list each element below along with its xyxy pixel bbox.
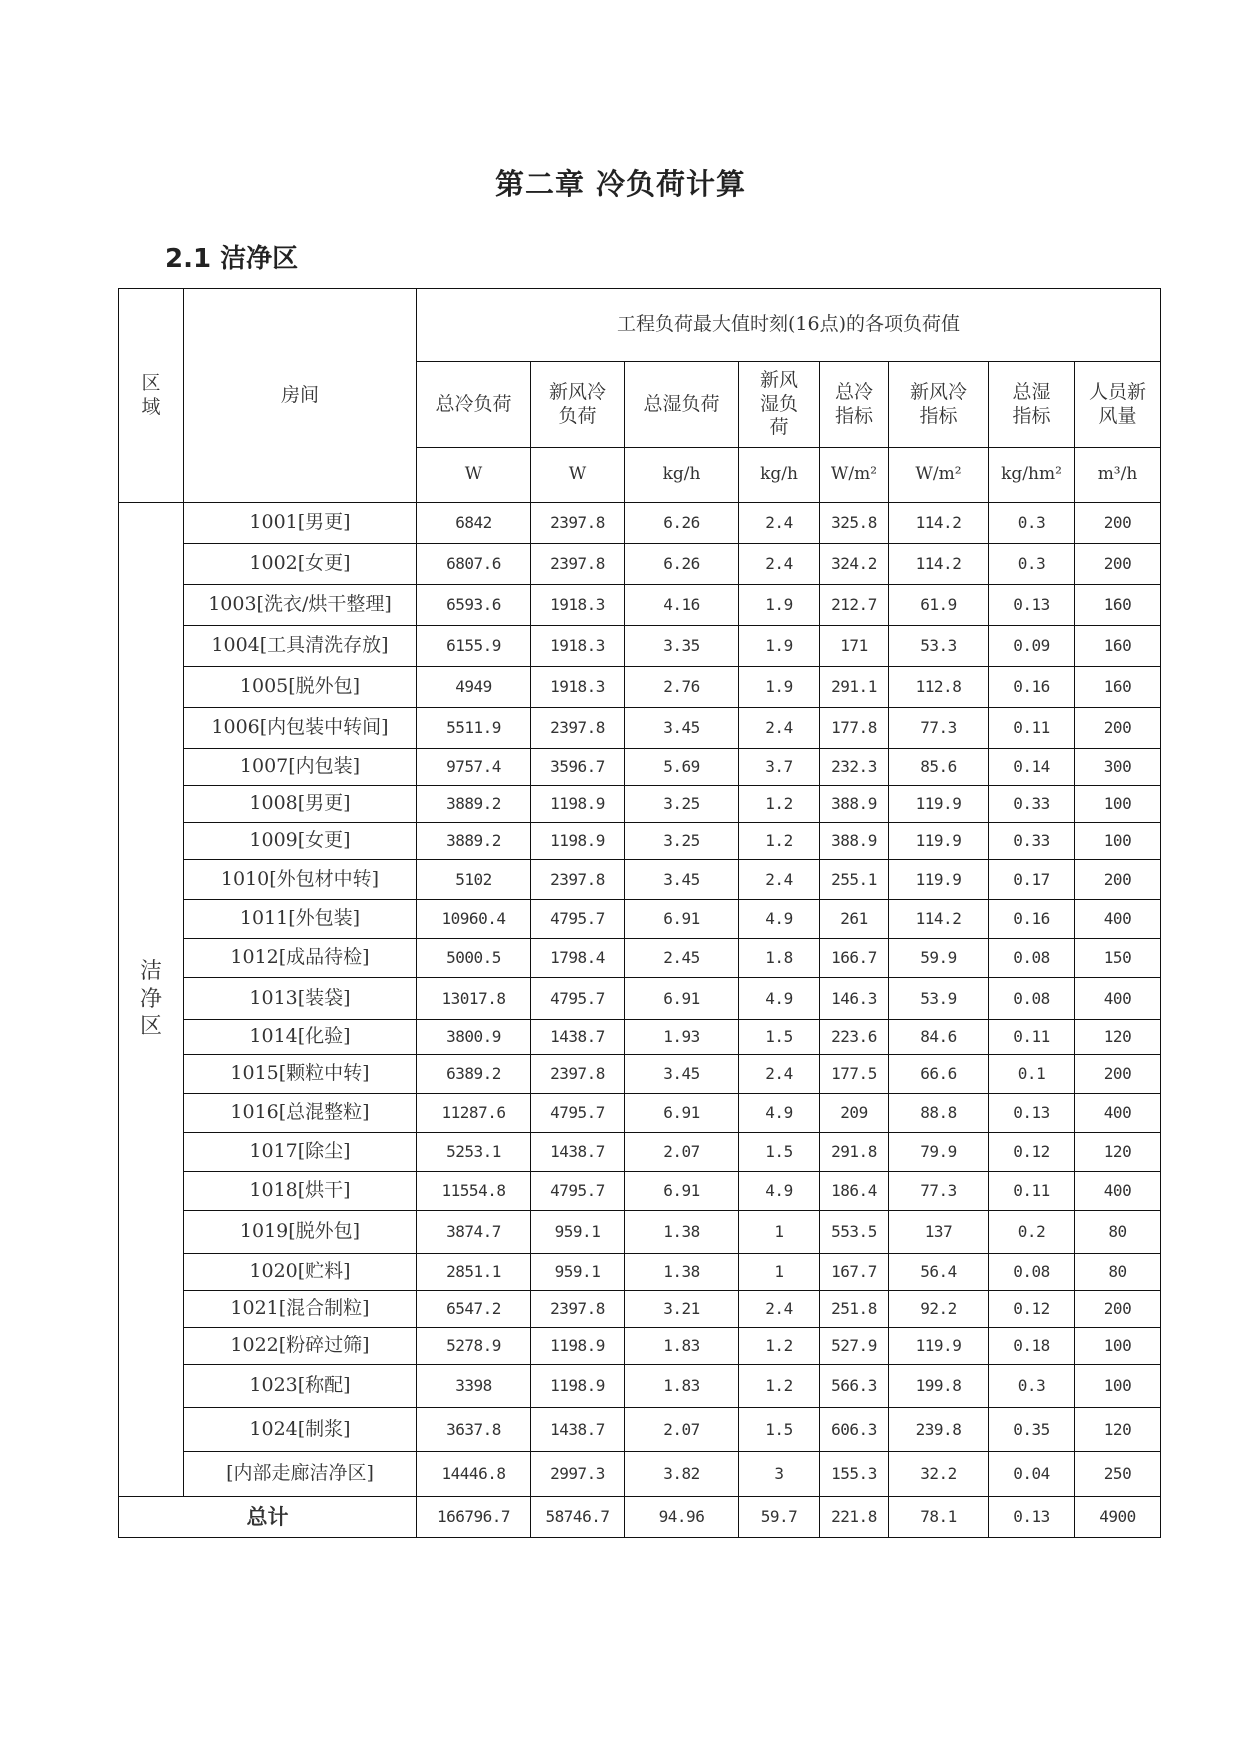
table-row bbox=[119, 1408, 1161, 1452]
room-name-cell: 1010[外包材中转] bbox=[184, 860, 417, 900]
value-cell: 0.12 bbox=[989, 1133, 1075, 1172]
value-cell: 0.3 bbox=[989, 1365, 1075, 1408]
value-cell: 1.93 bbox=[625, 1020, 739, 1055]
value-cell: 114.2 bbox=[889, 900, 989, 939]
column-header: 新风 湿负 荷 bbox=[739, 362, 820, 448]
value-cell: 167.7 bbox=[820, 1254, 889, 1291]
value-cell: 0.35 bbox=[989, 1408, 1075, 1452]
value-cell: 3.7 bbox=[739, 749, 820, 786]
value-cell: 400 bbox=[1075, 1172, 1161, 1211]
value-cell: 4795.7 bbox=[531, 1094, 625, 1133]
value-cell: 166.7 bbox=[820, 939, 889, 978]
value-cell: 959.1 bbox=[531, 1254, 625, 1291]
value-cell: 291.8 bbox=[820, 1133, 889, 1172]
value-cell: 2397.8 bbox=[531, 544, 625, 585]
value-cell: 2997.3 bbox=[531, 1452, 625, 1497]
value-cell: 0.18 bbox=[989, 1328, 1075, 1365]
value-cell: 4795.7 bbox=[531, 978, 625, 1020]
column-unit: kg/h bbox=[739, 448, 820, 503]
value-cell: 80 bbox=[1075, 1211, 1161, 1254]
value-cell: 77.3 bbox=[889, 708, 989, 749]
value-cell: 606.3 bbox=[820, 1408, 889, 1452]
room-name-cell: 1024[制浆] bbox=[184, 1408, 417, 1452]
value-cell: 2.07 bbox=[625, 1408, 739, 1452]
zone-column-header: 区 域 bbox=[119, 289, 184, 503]
value-cell: 0.13 bbox=[989, 1094, 1075, 1133]
value-cell: 100 bbox=[1075, 823, 1161, 860]
value-cell: 4795.7 bbox=[531, 900, 625, 939]
value-cell: 0.33 bbox=[989, 786, 1075, 823]
value-cell: 11287.6 bbox=[417, 1094, 531, 1133]
value-cell: 1.5 bbox=[739, 1133, 820, 1172]
value-cell: 119.9 bbox=[889, 786, 989, 823]
value-cell: 527.9 bbox=[820, 1328, 889, 1365]
table-row bbox=[119, 1020, 1161, 1055]
value-cell: 0.08 bbox=[989, 1254, 1075, 1291]
value-cell: 400 bbox=[1075, 900, 1161, 939]
value-cell: 80 bbox=[1075, 1254, 1161, 1291]
value-cell: 209 bbox=[820, 1094, 889, 1133]
value-cell: 100 bbox=[1075, 786, 1161, 823]
room-name-cell: 1012[成品待检] bbox=[184, 939, 417, 978]
value-cell: 6842 bbox=[417, 503, 531, 544]
value-cell: 5102 bbox=[417, 860, 531, 900]
value-cell: 1438.7 bbox=[531, 1020, 625, 1055]
table-row bbox=[119, 786, 1161, 823]
value-cell: 0.11 bbox=[989, 1172, 1075, 1211]
total-value-cell: 166796.7 bbox=[417, 1497, 531, 1538]
value-cell: 171 bbox=[820, 626, 889, 667]
value-cell: 3.45 bbox=[625, 860, 739, 900]
value-cell: 959.1 bbox=[531, 1211, 625, 1254]
value-cell: 160 bbox=[1075, 585, 1161, 626]
total-value-cell: 94.96 bbox=[625, 1497, 739, 1538]
column-unit: m³/h bbox=[1075, 448, 1161, 503]
table-row bbox=[119, 1211, 1161, 1254]
value-cell: 77.3 bbox=[889, 1172, 989, 1211]
value-cell: 400 bbox=[1075, 1094, 1161, 1133]
column-unit: W/m² bbox=[889, 448, 989, 503]
value-cell: 3.45 bbox=[625, 708, 739, 749]
value-cell: 6.26 bbox=[625, 503, 739, 544]
value-cell: 4.16 bbox=[625, 585, 739, 626]
value-cell: 146.3 bbox=[820, 978, 889, 1020]
value-cell: 1.2 bbox=[739, 786, 820, 823]
value-cell: 1.9 bbox=[739, 626, 820, 667]
value-cell: 2.4 bbox=[739, 860, 820, 900]
value-cell: 1.83 bbox=[625, 1328, 739, 1365]
table-row bbox=[119, 1365, 1161, 1408]
value-cell: 3637.8 bbox=[417, 1408, 531, 1452]
value-cell: 6.91 bbox=[625, 978, 739, 1020]
value-cell: 2397.8 bbox=[531, 503, 625, 544]
value-cell: 32.2 bbox=[889, 1452, 989, 1497]
value-cell: 0.11 bbox=[989, 1020, 1075, 1055]
value-cell: 6807.6 bbox=[417, 544, 531, 585]
value-cell: 255.1 bbox=[820, 860, 889, 900]
value-cell: 2.07 bbox=[625, 1133, 739, 1172]
value-cell: 53.3 bbox=[889, 626, 989, 667]
room-name-cell: 1014[化验] bbox=[184, 1020, 417, 1055]
room-name-cell: [内部走廊洁净区] bbox=[184, 1452, 417, 1497]
value-cell: 61.9 bbox=[889, 585, 989, 626]
value-cell: 9757.4 bbox=[417, 749, 531, 786]
value-cell: 1.2 bbox=[739, 1365, 820, 1408]
value-cell: 100 bbox=[1075, 1328, 1161, 1365]
table-row bbox=[119, 900, 1161, 939]
value-cell: 325.8 bbox=[820, 503, 889, 544]
table-row bbox=[119, 823, 1161, 860]
value-cell: 261 bbox=[820, 900, 889, 939]
table-row bbox=[119, 1328, 1161, 1365]
column-unit: W bbox=[417, 448, 531, 503]
value-cell: 400 bbox=[1075, 978, 1161, 1020]
value-cell: 223.6 bbox=[820, 1020, 889, 1055]
value-cell: 119.9 bbox=[889, 1328, 989, 1365]
value-cell: 1.83 bbox=[625, 1365, 739, 1408]
room-name-cell: 1021[混合制粒] bbox=[184, 1291, 417, 1328]
value-cell: 2.4 bbox=[739, 708, 820, 749]
value-cell: 177.5 bbox=[820, 1055, 889, 1094]
value-cell: 119.9 bbox=[889, 860, 989, 900]
room-name-cell: 1015[颗粒中转] bbox=[184, 1055, 417, 1094]
chapter-title: 第二章 冷负荷计算 bbox=[494, 167, 747, 201]
value-cell: 5000.5 bbox=[417, 939, 531, 978]
room-name-cell: 1002[女更] bbox=[184, 544, 417, 585]
value-cell: 0.12 bbox=[989, 1291, 1075, 1328]
value-cell: 1198.9 bbox=[531, 823, 625, 860]
room-name-cell: 1006[内包装中转间] bbox=[184, 708, 417, 749]
value-cell: 155.3 bbox=[820, 1452, 889, 1497]
column-header: 总冷 指标 bbox=[820, 362, 889, 448]
value-cell: 3.45 bbox=[625, 1055, 739, 1094]
room-column-header: 房间 bbox=[184, 289, 417, 503]
value-cell: 1 bbox=[739, 1211, 820, 1254]
value-cell: 200 bbox=[1075, 1291, 1161, 1328]
value-cell: 232.3 bbox=[820, 749, 889, 786]
value-cell: 3.25 bbox=[625, 786, 739, 823]
value-cell: 2851.1 bbox=[417, 1254, 531, 1291]
value-cell: 300 bbox=[1075, 749, 1161, 786]
value-cell: 3874.7 bbox=[417, 1211, 531, 1254]
value-cell: 6.91 bbox=[625, 900, 739, 939]
value-cell: 200 bbox=[1075, 544, 1161, 585]
column-unit: kg/h bbox=[625, 448, 739, 503]
value-cell: 1918.3 bbox=[531, 667, 625, 708]
column-header: 总湿 指标 bbox=[989, 362, 1075, 448]
value-cell: 1.2 bbox=[739, 823, 820, 860]
table-row bbox=[119, 544, 1161, 585]
value-cell: 53.9 bbox=[889, 978, 989, 1020]
value-cell: 3.21 bbox=[625, 1291, 739, 1328]
value-cell: 10960.4 bbox=[417, 900, 531, 939]
room-name-cell: 1013[装袋] bbox=[184, 978, 417, 1020]
value-cell: 150 bbox=[1075, 939, 1161, 978]
table-row bbox=[119, 978, 1161, 1020]
value-cell: 59.9 bbox=[889, 939, 989, 978]
value-cell: 3800.9 bbox=[417, 1020, 531, 1055]
column-unit: kg/hm² bbox=[989, 448, 1075, 503]
value-cell: 1.38 bbox=[625, 1211, 739, 1254]
value-cell: 4.9 bbox=[739, 900, 820, 939]
value-cell: 0.09 bbox=[989, 626, 1075, 667]
table-row bbox=[119, 708, 1161, 749]
value-cell: 88.8 bbox=[889, 1094, 989, 1133]
value-cell: 6.91 bbox=[625, 1094, 739, 1133]
room-name-cell: 1005[脱外包] bbox=[184, 667, 417, 708]
value-cell: 1438.7 bbox=[531, 1133, 625, 1172]
value-cell: 2.4 bbox=[739, 503, 820, 544]
value-cell: 5511.9 bbox=[417, 708, 531, 749]
value-cell: 3596.7 bbox=[531, 749, 625, 786]
value-cell: 388.9 bbox=[820, 786, 889, 823]
value-cell: 66.6 bbox=[889, 1055, 989, 1094]
value-cell: 1198.9 bbox=[531, 1328, 625, 1365]
table-row bbox=[119, 1055, 1161, 1094]
value-cell: 2.45 bbox=[625, 939, 739, 978]
total-value-cell: 58746.7 bbox=[531, 1497, 625, 1538]
value-cell: 3398 bbox=[417, 1365, 531, 1408]
value-cell: 1.38 bbox=[625, 1254, 739, 1291]
room-name-cell: 1001[男更] bbox=[184, 503, 417, 544]
value-cell: 200 bbox=[1075, 708, 1161, 749]
value-cell: 92.2 bbox=[889, 1291, 989, 1328]
table-row bbox=[119, 1133, 1161, 1172]
column-header: 总湿负荷 bbox=[625, 362, 739, 448]
value-cell: 1.2 bbox=[739, 1328, 820, 1365]
value-cell: 6155.9 bbox=[417, 626, 531, 667]
value-cell: 1.9 bbox=[739, 667, 820, 708]
value-cell: 1198.9 bbox=[531, 1365, 625, 1408]
value-cell: 1.5 bbox=[739, 1408, 820, 1452]
column-header: 总冷负荷 bbox=[417, 362, 531, 448]
value-cell: 0.3 bbox=[989, 544, 1075, 585]
value-cell: 2.4 bbox=[739, 544, 820, 585]
value-cell: 388.9 bbox=[820, 823, 889, 860]
value-cell: 177.8 bbox=[820, 708, 889, 749]
value-cell: 100 bbox=[1075, 1365, 1161, 1408]
total-value-cell: 221.8 bbox=[820, 1497, 889, 1538]
value-cell: 291.1 bbox=[820, 667, 889, 708]
value-cell: 1198.9 bbox=[531, 786, 625, 823]
value-cell: 114.2 bbox=[889, 503, 989, 544]
section-title: 2.1 洁净区 bbox=[165, 244, 299, 274]
value-cell: 120 bbox=[1075, 1408, 1161, 1452]
table-row bbox=[119, 585, 1161, 626]
value-cell: 0.08 bbox=[989, 939, 1075, 978]
total-label: 总计 bbox=[119, 1497, 417, 1538]
room-name-cell: 1018[烘干] bbox=[184, 1172, 417, 1211]
value-cell: 553.5 bbox=[820, 1211, 889, 1254]
table-row bbox=[119, 939, 1161, 978]
room-name-cell: 1023[称配] bbox=[184, 1365, 417, 1408]
value-cell: 2.4 bbox=[739, 1055, 820, 1094]
value-cell: 119.9 bbox=[889, 823, 989, 860]
value-cell: 0.2 bbox=[989, 1211, 1075, 1254]
value-cell: 14446.8 bbox=[417, 1452, 531, 1497]
room-name-cell: 1007[内包装] bbox=[184, 749, 417, 786]
value-cell: 251.8 bbox=[820, 1291, 889, 1328]
value-cell: 2397.8 bbox=[531, 708, 625, 749]
load-group-header: 工程负荷最大值时刻(16点)的各项负荷值 bbox=[417, 289, 1161, 362]
room-name-cell: 1017[除尘] bbox=[184, 1133, 417, 1172]
value-cell: 200 bbox=[1075, 1055, 1161, 1094]
table-row bbox=[119, 1094, 1161, 1133]
table-row bbox=[119, 626, 1161, 667]
value-cell: 0.16 bbox=[989, 667, 1075, 708]
value-cell: 4.9 bbox=[739, 978, 820, 1020]
value-cell: 6593.6 bbox=[417, 585, 531, 626]
value-cell: 1918.3 bbox=[531, 585, 625, 626]
value-cell: 4949 bbox=[417, 667, 531, 708]
value-cell: 3889.2 bbox=[417, 823, 531, 860]
value-cell: 6389.2 bbox=[417, 1055, 531, 1094]
value-cell: 6.26 bbox=[625, 544, 739, 585]
value-cell: 4.9 bbox=[739, 1172, 820, 1211]
total-value-cell: 78.1 bbox=[889, 1497, 989, 1538]
room-name-cell: 1020[贮料] bbox=[184, 1254, 417, 1291]
value-cell: 3.35 bbox=[625, 626, 739, 667]
value-cell: 160 bbox=[1075, 667, 1161, 708]
value-cell: 199.8 bbox=[889, 1365, 989, 1408]
value-cell: 120 bbox=[1075, 1020, 1161, 1055]
column-unit: W bbox=[531, 448, 625, 503]
value-cell: 200 bbox=[1075, 860, 1161, 900]
value-cell: 3.82 bbox=[625, 1452, 739, 1497]
value-cell: 5253.1 bbox=[417, 1133, 531, 1172]
room-name-cell: 1011[外包装] bbox=[184, 900, 417, 939]
room-name-cell: 1004[工具清洗存放] bbox=[184, 626, 417, 667]
value-cell: 2397.8 bbox=[531, 1055, 625, 1094]
value-cell: 1918.3 bbox=[531, 626, 625, 667]
value-cell: 120 bbox=[1075, 1133, 1161, 1172]
value-cell: 4.9 bbox=[739, 1094, 820, 1133]
value-cell: 160 bbox=[1075, 626, 1161, 667]
column-header: 人员新 风量 bbox=[1075, 362, 1161, 448]
value-cell: 1.8 bbox=[739, 939, 820, 978]
value-cell: 2397.8 bbox=[531, 860, 625, 900]
value-cell: 0.33 bbox=[989, 823, 1075, 860]
value-cell: 6.91 bbox=[625, 1172, 739, 1211]
value-cell: 0.3 bbox=[989, 503, 1075, 544]
column-unit: W/m² bbox=[820, 448, 889, 503]
value-cell: 0.08 bbox=[989, 978, 1075, 1020]
table-row bbox=[119, 667, 1161, 708]
value-cell: 0.04 bbox=[989, 1452, 1075, 1497]
value-cell: 6547.2 bbox=[417, 1291, 531, 1328]
room-name-cell: 1003[洗衣/烘干整理] bbox=[184, 585, 417, 626]
table-row bbox=[119, 1254, 1161, 1291]
total-value-cell: 0.13 bbox=[989, 1497, 1075, 1538]
room-name-cell: 1008[男更] bbox=[184, 786, 417, 823]
value-cell: 200 bbox=[1075, 503, 1161, 544]
value-cell: 239.8 bbox=[889, 1408, 989, 1452]
table-row bbox=[119, 1172, 1161, 1211]
column-header: 新风冷 指标 bbox=[889, 362, 989, 448]
value-cell: 56.4 bbox=[889, 1254, 989, 1291]
room-name-cell: 1019[脱外包] bbox=[184, 1211, 417, 1254]
room-name-cell: 1009[女更] bbox=[184, 823, 417, 860]
room-name-cell: 1022[粉碎过筛] bbox=[184, 1328, 417, 1365]
total-value-cell: 59.7 bbox=[739, 1497, 820, 1538]
value-cell: 112.8 bbox=[889, 667, 989, 708]
value-cell: 186.4 bbox=[820, 1172, 889, 1211]
table-row bbox=[119, 860, 1161, 900]
value-cell: 114.2 bbox=[889, 544, 989, 585]
value-cell: 11554.8 bbox=[417, 1172, 531, 1211]
table-row bbox=[119, 1452, 1161, 1497]
value-cell: 1.5 bbox=[739, 1020, 820, 1055]
value-cell: 0.1 bbox=[989, 1055, 1075, 1094]
table-row bbox=[119, 1291, 1161, 1328]
value-cell: 2397.8 bbox=[531, 1291, 625, 1328]
value-cell: 5278.9 bbox=[417, 1328, 531, 1365]
value-cell: 79.9 bbox=[889, 1133, 989, 1172]
zone-name-cell: 洁 净 区 bbox=[119, 503, 184, 1497]
value-cell: 250 bbox=[1075, 1452, 1161, 1497]
value-cell: 13017.8 bbox=[417, 978, 531, 1020]
room-name-cell: 1016[总混整粒] bbox=[184, 1094, 417, 1133]
value-cell: 0.14 bbox=[989, 749, 1075, 786]
value-cell: 84.6 bbox=[889, 1020, 989, 1055]
cooling-load-table bbox=[118, 288, 1161, 1538]
value-cell: 1438.7 bbox=[531, 1408, 625, 1452]
value-cell: 137 bbox=[889, 1211, 989, 1254]
value-cell: 3889.2 bbox=[417, 786, 531, 823]
value-cell: 3 bbox=[739, 1452, 820, 1497]
value-cell: 85.6 bbox=[889, 749, 989, 786]
value-cell: 212.7 bbox=[820, 585, 889, 626]
value-cell: 2.76 bbox=[625, 667, 739, 708]
value-cell: 0.17 bbox=[989, 860, 1075, 900]
value-cell: 324.2 bbox=[820, 544, 889, 585]
value-cell: 0.13 bbox=[989, 585, 1075, 626]
value-cell: 0.16 bbox=[989, 900, 1075, 939]
value-cell: 0.11 bbox=[989, 708, 1075, 749]
value-cell: 566.3 bbox=[820, 1365, 889, 1408]
value-cell: 4795.7 bbox=[531, 1172, 625, 1211]
value-cell: 5.69 bbox=[625, 749, 739, 786]
table-row bbox=[119, 749, 1161, 786]
value-cell: 2.4 bbox=[739, 1291, 820, 1328]
value-cell: 3.25 bbox=[625, 823, 739, 860]
column-header: 新风冷 负荷 bbox=[531, 362, 625, 448]
value-cell: 1798.4 bbox=[531, 939, 625, 978]
value-cell: 1.9 bbox=[739, 585, 820, 626]
total-value-cell: 4900 bbox=[1075, 1497, 1161, 1538]
value-cell: 1 bbox=[739, 1254, 820, 1291]
total-row bbox=[119, 1497, 1161, 1538]
table-row bbox=[119, 503, 1161, 544]
